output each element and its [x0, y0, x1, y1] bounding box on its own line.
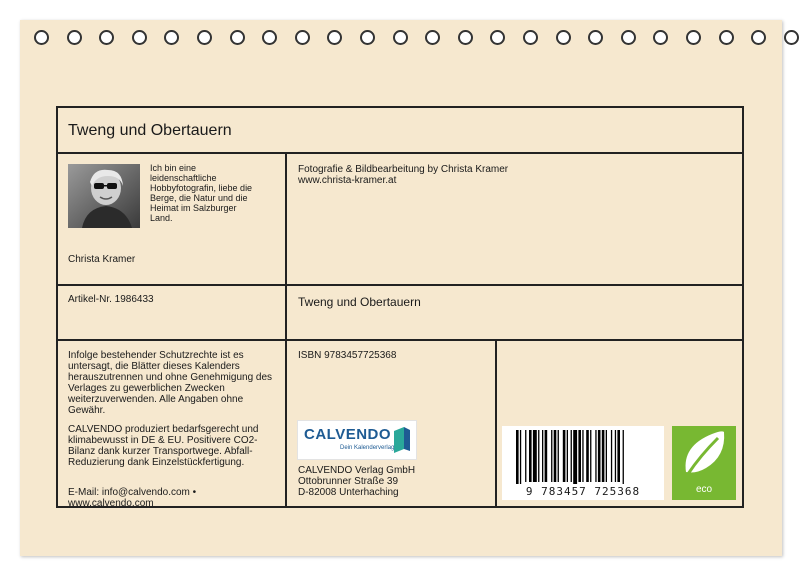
barcode-bar [567, 430, 568, 482]
barcode-bar [586, 430, 589, 482]
binding-hole [34, 30, 49, 45]
barcode-bar [558, 430, 559, 482]
binding-hole [197, 30, 212, 45]
binding-hole [719, 30, 734, 45]
binding-holes [34, 30, 774, 46]
binding-hole [67, 30, 82, 45]
binding-hole [230, 30, 245, 45]
eco-statement: CALVENDO produziert bedarfsgerecht und klimabewusst in DE & EU. Positivere CO2-Bilanz dank kurzer Transportwege. Abfall-Reduzierung dank Einzelstückfertigung. [68, 424, 259, 468]
barcode-bar [554, 430, 557, 482]
eco-label: eco [695, 484, 713, 495]
author-photo [68, 164, 140, 228]
eco-badge [672, 426, 736, 500]
binding-hole [99, 30, 114, 45]
binding-hole [132, 30, 147, 45]
credit-url: www.christa-kramer.at [298, 175, 397, 186]
publisher-city: D-82008 Unterhaching [298, 487, 399, 498]
barcode-bar [615, 430, 616, 482]
divider-col2 [495, 339, 497, 506]
binding-hole [458, 30, 473, 45]
barcode-bars [502, 426, 664, 484]
binding-hole [425, 30, 440, 45]
barcode-bar [525, 430, 526, 482]
photo-credit [298, 164, 508, 186]
barcode-bar [623, 430, 624, 484]
barcode-bar [529, 430, 532, 482]
calvendo-logo [297, 420, 417, 460]
barcode-bar [617, 430, 620, 482]
binding-hole [295, 30, 310, 45]
binding-hole [327, 30, 342, 45]
barcode-bar [611, 430, 612, 482]
binding-hole [653, 30, 668, 45]
binding-hole [360, 30, 375, 45]
binding-hole [490, 30, 505, 45]
publisher-address [298, 465, 415, 498]
barcode-digits: 9 783457 725368 [525, 485, 641, 498]
info-grid [56, 106, 744, 508]
barcode-bar [516, 430, 519, 484]
barcode-bar [590, 430, 591, 482]
divider-col1 [285, 152, 287, 506]
barcode-bar [595, 430, 596, 482]
publisher-street: Ottobrunner Straße 39 [298, 476, 399, 487]
publisher-name: CALVENDO Verlag GmbH [298, 465, 416, 476]
barcode-bar [573, 430, 577, 484]
barcode-bar [563, 430, 566, 482]
binding-hole [523, 30, 538, 45]
barcode-bar [542, 430, 543, 482]
binding-hole [784, 30, 799, 45]
barcode-bar [578, 430, 581, 482]
divider-title [58, 152, 742, 154]
author-name: Christa Kramer [68, 254, 136, 265]
author-bio: Ich bin eine leidenschaftliche Hobbyfotografin, liebe die Berge, die Natur und die Heimat im Salzburger Land. [150, 163, 253, 223]
isbn: ISBN 9783457725368 [298, 350, 397, 361]
logo-tagline: Dein Kalenderverlag [340, 445, 395, 451]
contact-web: www.calvendo.com [68, 498, 154, 509]
binding-hole [393, 30, 408, 45]
legal-notice: Infolge bestehender Schutzrechte ist es untersagt, die Blätter dieses Kalenders herauszutrennen und ohne Genehmigung des Verlages zu gewerblichen Zwecken weiterzuverwenden. Alle Angaben ohne Gewähr. [68, 350, 273, 416]
logo-name: CALVENDO [304, 426, 392, 443]
binding-hole [556, 30, 571, 45]
divider-row3 [58, 339, 742, 341]
barcode-bar [551, 430, 552, 482]
barcode-bar [538, 430, 539, 482]
contact-email: E-Mail: info@calvendo.com • [68, 487, 197, 498]
binding-hole [588, 30, 603, 45]
barcode-bar [582, 430, 583, 482]
barcode-bar [602, 430, 605, 482]
barcode-bar [606, 430, 607, 482]
binding-hole [751, 30, 766, 45]
barcode-bar [533, 430, 537, 482]
article-number: Artikel-Nr. 1986433 [68, 294, 154, 305]
publisher-contact [68, 487, 196, 509]
leaf-icon [672, 426, 736, 484]
calendar-title: Tweng und Obertauern [68, 122, 232, 139]
binding-hole [621, 30, 636, 45]
binding-hole [262, 30, 277, 45]
binding-hole [686, 30, 701, 45]
barcode-bar [571, 430, 572, 482]
binding-hole [164, 30, 179, 45]
barcode-bar [520, 430, 521, 484]
divider-row2 [58, 284, 742, 286]
calendar-title-repeat: Tweng und Obertauern [298, 295, 421, 309]
barcode-bar [598, 430, 601, 482]
barcode [502, 426, 664, 500]
credit-line: Fotografie & Bildbearbeitung by Christa Kramer [298, 164, 509, 175]
barcode-bar [545, 430, 548, 482]
logo-mark-icon [392, 427, 412, 453]
